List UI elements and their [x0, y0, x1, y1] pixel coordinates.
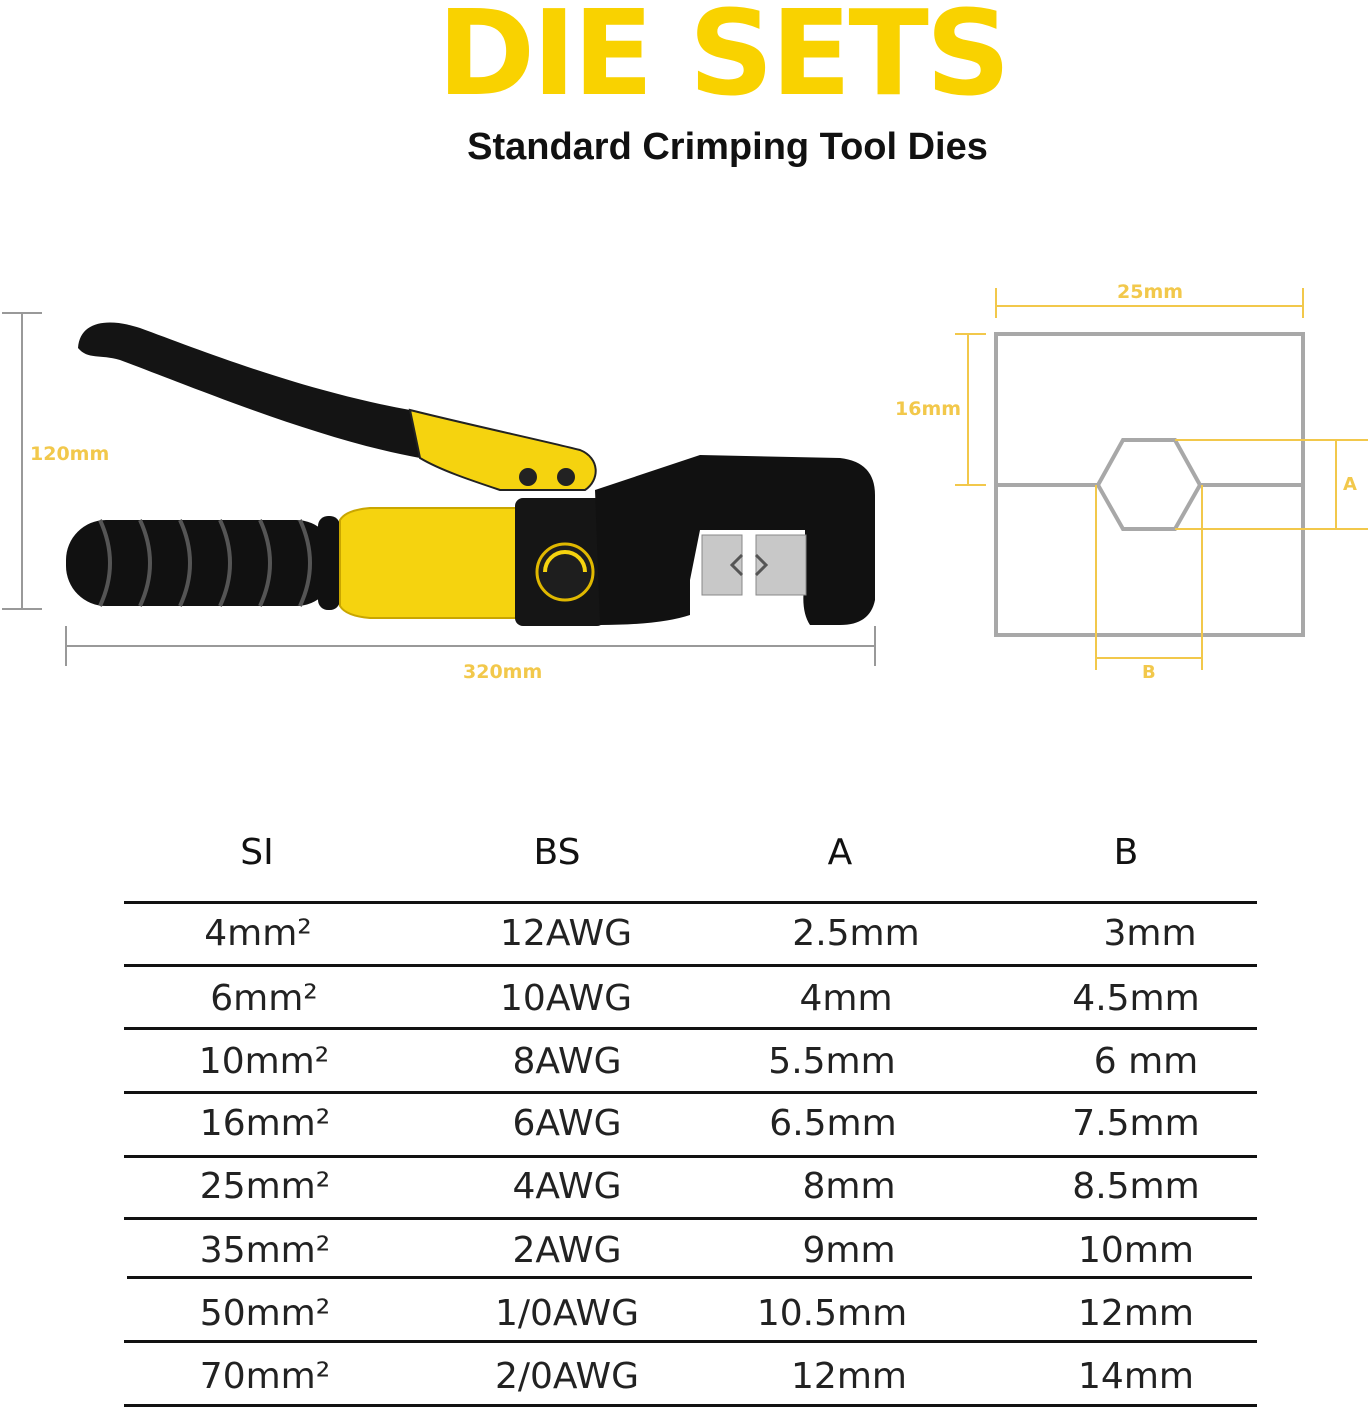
width-label: 25mm: [1117, 281, 1184, 303]
table-rule: [124, 1404, 1257, 1407]
cell-a: 2.5mm: [792, 913, 920, 954]
cell-si: 16mm²: [199, 1103, 331, 1144]
cell-b: 8.5mm: [1072, 1166, 1200, 1207]
table-row: [0, 1033, 1371, 1095]
b-label: B: [1142, 662, 1156, 683]
cell-b: 14mm: [1078, 1356, 1194, 1397]
table-row: [0, 1158, 1371, 1220]
cell-a: 8mm: [802, 1166, 896, 1207]
length-label: 320mm: [463, 661, 543, 683]
cell-bs: 8AWG: [512, 1041, 622, 1082]
table-rule: [124, 964, 1257, 967]
table-row: [0, 905, 1371, 967]
cell-bs: 2/0AWG: [494, 1356, 640, 1397]
die-diagram: [880, 270, 1371, 710]
table-rule: [127, 1276, 1252, 1279]
table-rule: [124, 1217, 1257, 1220]
hydraulic-cylinder: [340, 508, 520, 618]
cell-si: 50mm²: [199, 1293, 331, 1334]
cell-b: 4.5mm: [1072, 978, 1200, 1019]
hex-cavity: [1098, 440, 1200, 529]
height-label: 120mm: [30, 443, 110, 465]
cell-b: 7.5mm: [1072, 1103, 1200, 1144]
cell-si: 70mm²: [199, 1356, 331, 1397]
table-row: [0, 970, 1371, 1032]
cell-a: 6.5mm: [769, 1103, 897, 1144]
cell-si: 35mm²: [199, 1230, 331, 1271]
column-header-bs: BS: [533, 832, 581, 873]
cell-bs: 12AWG: [500, 913, 632, 954]
die-height-label: 16mm: [895, 398, 962, 420]
table-rule: [124, 1027, 1257, 1030]
cell-si: 6mm²: [210, 978, 318, 1019]
lever-handle: [78, 323, 420, 458]
cell-b: 10mm: [1078, 1230, 1194, 1271]
table-row: [0, 1222, 1371, 1284]
crimping-tool-diagram: [0, 280, 920, 720]
cell-b: 12mm: [1078, 1293, 1194, 1334]
a-label: A: [1343, 474, 1357, 495]
table-row: [0, 1095, 1371, 1157]
table-rule: [124, 1091, 1257, 1094]
page-subtitle: Standard Crimping Tool Dies: [467, 126, 988, 168]
table-rule: [124, 1340, 1257, 1343]
crimp-dies: [702, 535, 806, 595]
cell-bs: 2AWG: [512, 1230, 622, 1271]
die-size-table: [0, 820, 1371, 1409]
table-rule: [124, 901, 1257, 904]
cell-a: 5.5mm: [768, 1041, 896, 1082]
cell-a: 9mm: [802, 1230, 896, 1271]
cell-bs: 1/0AWG: [494, 1293, 640, 1334]
cell-b: 6 mm: [1093, 1041, 1199, 1082]
table-row: [0, 1285, 1371, 1347]
column-header-si: SI: [240, 832, 274, 873]
cell-bs: 4AWG: [512, 1166, 622, 1207]
cell-b: 3mm: [1103, 913, 1197, 954]
ribbed-grip: [66, 516, 340, 610]
cell-bs: 6AWG: [512, 1103, 622, 1144]
cell-a: 12mm: [791, 1356, 907, 1397]
cell-si: 25mm²: [199, 1166, 331, 1207]
column-header-a: A: [827, 832, 853, 873]
cell-bs: 10AWG: [500, 978, 632, 1019]
column-header-b: B: [1113, 832, 1139, 873]
cell-a: 10.5mm: [756, 1293, 908, 1334]
page-title: DIE SETS: [437, 0, 1008, 122]
cell-a: 4mm: [799, 978, 893, 1019]
length-dimension: [66, 626, 875, 666]
cell-si: 4mm²: [204, 913, 312, 954]
cell-si: 10mm²: [198, 1041, 330, 1082]
table-row: [0, 1348, 1371, 1410]
